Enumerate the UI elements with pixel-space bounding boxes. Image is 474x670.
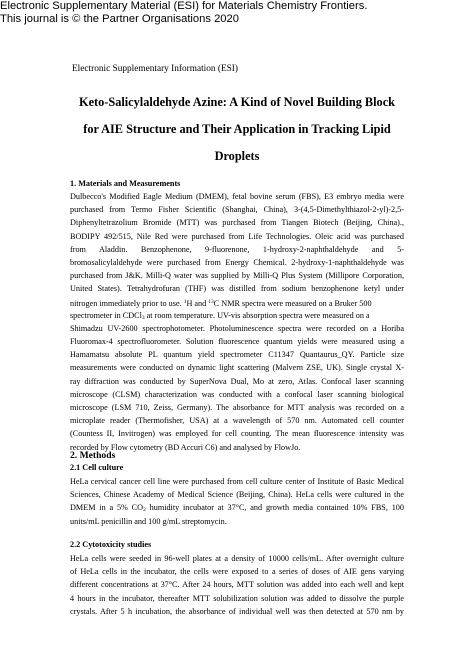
journal-header-line: Electronic Supplementary Material (ESI) for Materials Chemistry Frontiers. [0,0,368,12]
text-line: Hamamatsu absolute PL quantum yield spectrometer C11347 Quantaurus_QY. Particle size [70,350,404,360]
text-line: units/mL penicillin and 100 g/mL streptomycin. [70,516,227,526]
subsection-heading: 2.1 Cell culture [70,463,124,472]
text-line: crystals. After 5 h incubation, the absorbance of individual well was then detected at 570 nm by [70,606,404,616]
cytotoxicity-paragraph [70,552,404,618]
text-line: microscope (LSM 710, Zeiss, Germany). The absorbance for MTT analysis was recorded on a [70,403,404,412]
text-line: ray diffraction was conducted by SuperNova Dual, Mo at zero, Atlas. Confocal laser scanning [70,376,404,386]
text-line: HeLa cervical cancer cell line were purchased from cell culture center of Institute of Basic Medical [70,477,404,486]
text-line: United States). Tetrahydrofuran (THF) was distilled from sodium benzophenone ketyl under [70,284,404,294]
text-line: (Countess II, Invitrogen) was employed for cell counting. The mean fluorescence intensity was [70,429,404,439]
text-line: Sciences, Chinese Academy of Medical Science (Beijing, China). HeLa cells were cultured in the [70,490,404,500]
text-line: DMEM in a 5% CO2 humidity incubator at 37°C, and growth media contained 10% FBS, 100 [70,503,404,514]
journal-header-line: This journal is © the Partner Organisations 2020 [0,12,239,25]
section-heading: 2. Methods [70,450,116,461]
text-line: nitrogen immediately prior to use. $^1$H and $^{13}$C NMR spectra were measured on a Bruker 500 [70,298,372,308]
materials-paragraph [70,190,404,454]
text-line: bromosalicylaldehyde were purchased from Energy Chemical. 2-hydroxy-1-naphthaldehyde was [70,257,404,267]
text-line: from Aladdin. Benzophenone, 9-fluorenone, 1-hydroxy-2-naphthaldehyde and 5- [70,244,404,254]
text-line: purchased from J&K. Milli-Q water was supplied by Milli-Q Plus System (Millipore Corporation, [70,271,404,281]
cell-culture-paragraph [70,475,404,528]
esi-label: Electronic Supplementary Information (ESI) [72,64,239,74]
text-line: Diphenyltetrazolium Bromide (MTT) was purchased from Tiangen Biotech (Beijing, China)., [70,218,404,228]
subsection-heading: 2.2 Cytotoxicity studies [70,540,152,549]
paper-title-line: for AIE Structure and Their Application in Tracking Lipid [83,122,391,136]
text-line: recorded by Flow cytometry (BD Accuri C6) and analysed by FlowJo. [70,442,301,452]
text-line: 4 hours in the incubator, thereafter MTT solubilization solution was added to dissolve the purple [70,593,404,603]
text-line: Shimadzu UV-2600 spectrophotometer. Photoluminescence spectra were recorded on a Horiba [70,323,404,333]
journal-header [0,0,367,25]
text-line: spectrometer in CDCl3 at room temperature. UV-vis absorption spectra were measured on a [70,310,370,321]
text-line: microplate reader (Thermofisher, USA) at a wavelength of 570 nm. Automated cell counter [70,416,404,426]
text-line: Dulbecco's Modified Eagle Medium (DMEM), fetal bovine serum (FBS), E3 embryo media were [70,192,404,201]
section-heading: 1. Materials and Measurements [70,179,181,188]
paper-title-line: Droplets [214,149,260,163]
text-line: purchased from Termo Fisher Scientific (Shanghai, China), 3-(4,5-Dimethylthiazol-2-yl)-2,5- [70,205,404,215]
text-line: measurements were conducted on dynamic light scattering (Malvern ZSE, UK). Single crystal X- [70,363,404,373]
text-line: microscope (CLSM) characterization was conducted with a confocal laser scanning biological [70,389,404,399]
text-line: of HeLa cells in the incubator, the cells were exposed to a series of doses of AIE gens varying [70,567,404,577]
text-line: BODIPY 492/515, Nile Red were purchased from Life Technologies. Oleic acid was purchased [70,231,404,241]
text-line: HeLa cells were seeded in 96-well plates at a density of 10000 cells/mL. After overnight culture [70,554,404,563]
text-line: Fluoromax-4 spectrofluorometer. Solution fluorescence quantum yields were measured using a [70,337,404,347]
text-line: different concentrations at 37°C. After 24 hours, MTT solution was added into each well and kept [70,580,404,590]
paper-title-line: Keto-Salicylaldehyde Azine: A Kind of Novel Building Block [79,95,395,109]
